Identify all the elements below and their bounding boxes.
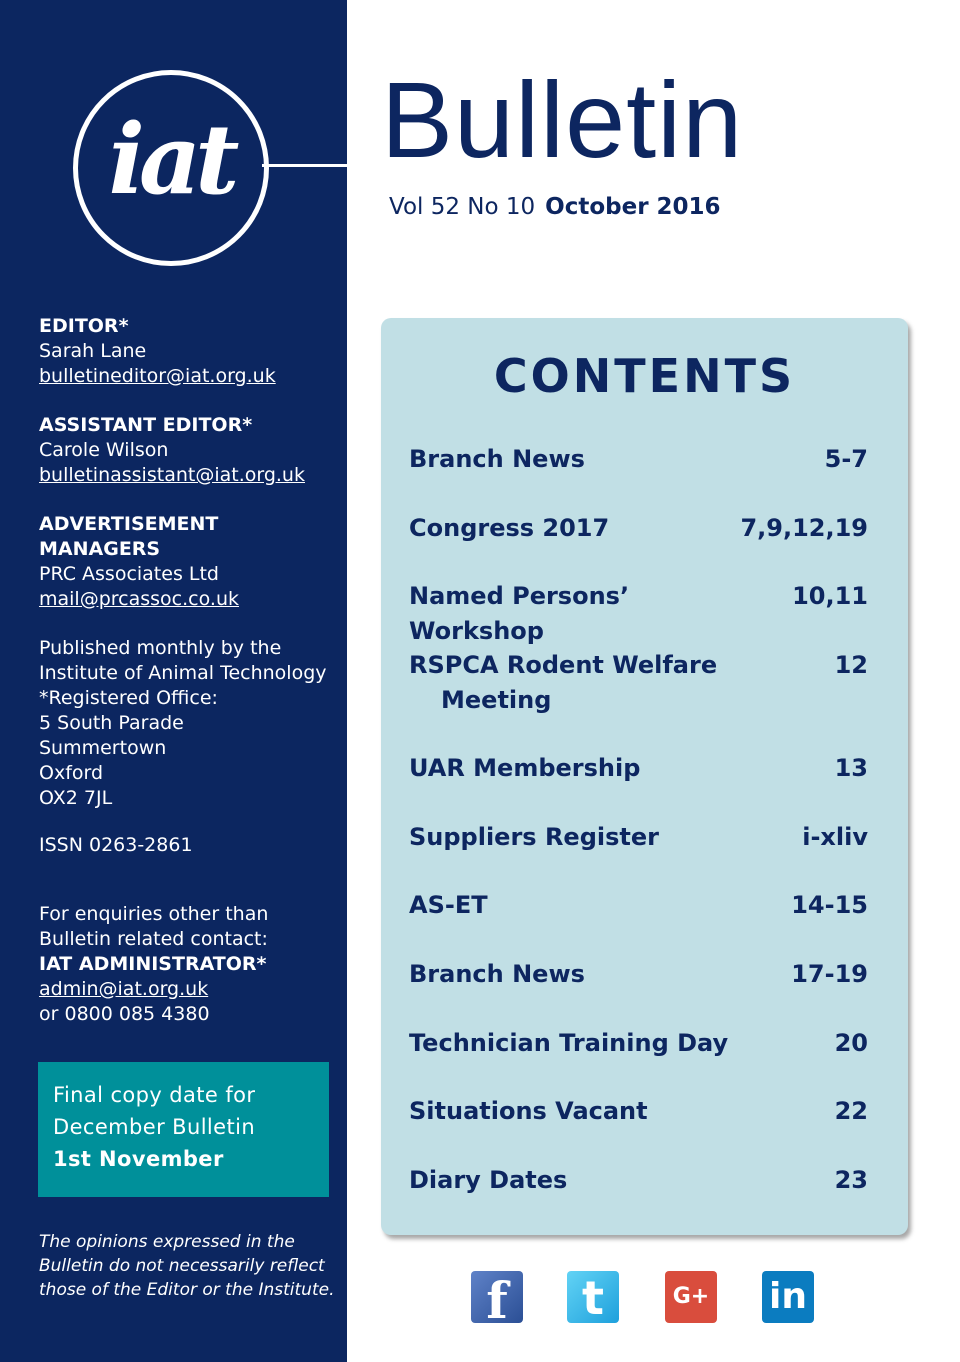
contents-item-label: Technician Training Day <box>409 1029 729 1057</box>
sidebar <box>0 0 347 1362</box>
copy-date-line-2: December Bulletin <box>53 1115 256 1139</box>
publisher-line: 5 South Parade <box>39 712 184 734</box>
copy-date-line-1: Final copy date for <box>53 1083 256 1107</box>
contents-item[interactable] <box>409 648 868 718</box>
administrator-phone: or 0800 085 4380 <box>39 1003 210 1025</box>
linkedin-icon[interactable] <box>762 1271 814 1323</box>
contents-item-pages: 5-7 <box>824 445 868 473</box>
contents-item[interactable] <box>409 1163 868 1198</box>
assistant-editor-block <box>39 413 339 488</box>
administrator-email-link[interactable]: admin@iat.org.uk <box>39 978 209 1000</box>
issue-info <box>389 192 721 222</box>
bulletin-title: Bulletin <box>381 59 744 180</box>
contents-item-label: AS-ET <box>409 891 488 919</box>
assistant-editor-heading: ASSISTANT EDITOR* <box>39 414 253 436</box>
contents-item-label <box>409 648 717 718</box>
logo-text: iat <box>108 103 234 216</box>
contents-item[interactable] <box>409 1026 868 1061</box>
editor-heading: EDITOR* <box>39 315 129 337</box>
twitter-icon[interactable] <box>567 1271 619 1323</box>
contents-item-label: Diary Dates <box>409 1166 568 1194</box>
publisher-line: Oxford <box>39 762 104 784</box>
contents-heading: CONTENTS <box>493 349 796 403</box>
advertisement-company: PRC Associates Ltd <box>39 563 219 585</box>
contents-item[interactable] <box>409 511 868 546</box>
contents-item[interactable] <box>409 579 868 649</box>
issue-date: October 2016 <box>545 194 721 220</box>
contents-item-pages: 17-19 <box>791 960 868 988</box>
contents-item-pages: 23 <box>834 1166 868 1194</box>
contents-item[interactable] <box>409 751 868 786</box>
contents-item-pages: 10,11 <box>792 582 868 610</box>
administrator-heading: IAT ADMINISTRATOR* <box>39 953 267 975</box>
advertisement-heading-2: MANAGERS <box>39 538 161 560</box>
linkedin-glyph: in <box>769 1276 807 1317</box>
editor-email-link[interactable]: bulletineditor@iat.org.uk <box>39 365 276 387</box>
contents-item-pages: 20 <box>834 1029 868 1057</box>
publisher-line: OX2 7JL <box>39 787 113 809</box>
assistant-editor-name: Carole Wilson <box>39 439 169 461</box>
contents-item[interactable] <box>409 888 868 923</box>
facebook-glyph: f <box>486 1271 508 1330</box>
publisher-line: Institute of Animal Technology <box>39 662 327 684</box>
advertisement-heading-1: ADVERTISEMENT <box>39 513 219 535</box>
contents-item-pages: i-xliv <box>802 823 868 851</box>
contents-item[interactable] <box>409 957 868 992</box>
contents-item-label: Branch News <box>409 445 585 473</box>
publisher-line: Published monthly by the <box>39 637 282 659</box>
contents-item-pages: 22 <box>834 1097 868 1125</box>
contents-item-label-line-2: Meeting <box>441 686 552 714</box>
contents-item-label: Congress 2017 <box>409 514 610 542</box>
issn: ISSN 0263-2861 <box>39 834 193 856</box>
volume-number: Vol 52 No 10 <box>389 194 536 220</box>
contents-item-pages: 13 <box>834 754 868 782</box>
contents-item-pages: 7,9,12,19 <box>740 514 868 542</box>
contents-item[interactable] <box>409 820 868 855</box>
contents-item-label: Named Persons’ Workshop <box>409 582 630 645</box>
contents-item[interactable] <box>409 1094 868 1129</box>
contents-item-pages: 14-15 <box>791 891 868 919</box>
advertisement-email-link[interactable]: mail@prcassoc.co.uk <box>39 588 239 610</box>
contents-item-label: Suppliers Register <box>409 823 659 851</box>
advertisement-block <box>39 512 339 612</box>
assistant-editor-email-link[interactable]: bulletinassistant@iat.org.uk <box>39 464 305 486</box>
facebook-icon[interactable] <box>471 1271 523 1330</box>
publisher-block <box>39 636 339 811</box>
twitter-glyph: t <box>582 1271 604 1325</box>
contents-panel <box>381 318 908 1235</box>
contents-item-label: Branch News <box>409 960 585 988</box>
iat-logo <box>73 70 269 266</box>
copy-date-box <box>38 1062 329 1197</box>
editor-block <box>39 314 339 389</box>
contents-item[interactable] <box>409 442 868 477</box>
contents-item-label: UAR Membership <box>409 754 641 782</box>
editor-name: Sarah Lane <box>39 340 147 362</box>
google-plus-glyph: G+ <box>672 1284 710 1309</box>
google-plus-icon[interactable] <box>665 1271 717 1323</box>
contents-item-pages: 12 <box>834 651 868 679</box>
contents-item-label-line-1: RSPCA Rodent Welfare <box>409 651 718 679</box>
copy-date: 1st November <box>53 1147 224 1171</box>
enquiries-line-1: For enquiries other than <box>39 903 269 925</box>
enquiries-block <box>39 902 339 1027</box>
publisher-line: Summertown <box>39 737 167 759</box>
contents-item-label: Situations Vacant <box>409 1097 648 1125</box>
disclaimer: The opinions expressed in the Bulletin do not necessarily reflect those of the Editor or the Institute. <box>39 1232 335 1300</box>
enquiries-line-2: Bulletin related contact: <box>39 928 268 950</box>
logo-connector-line <box>262 164 348 167</box>
publisher-line: *Registered Office: <box>39 687 218 709</box>
